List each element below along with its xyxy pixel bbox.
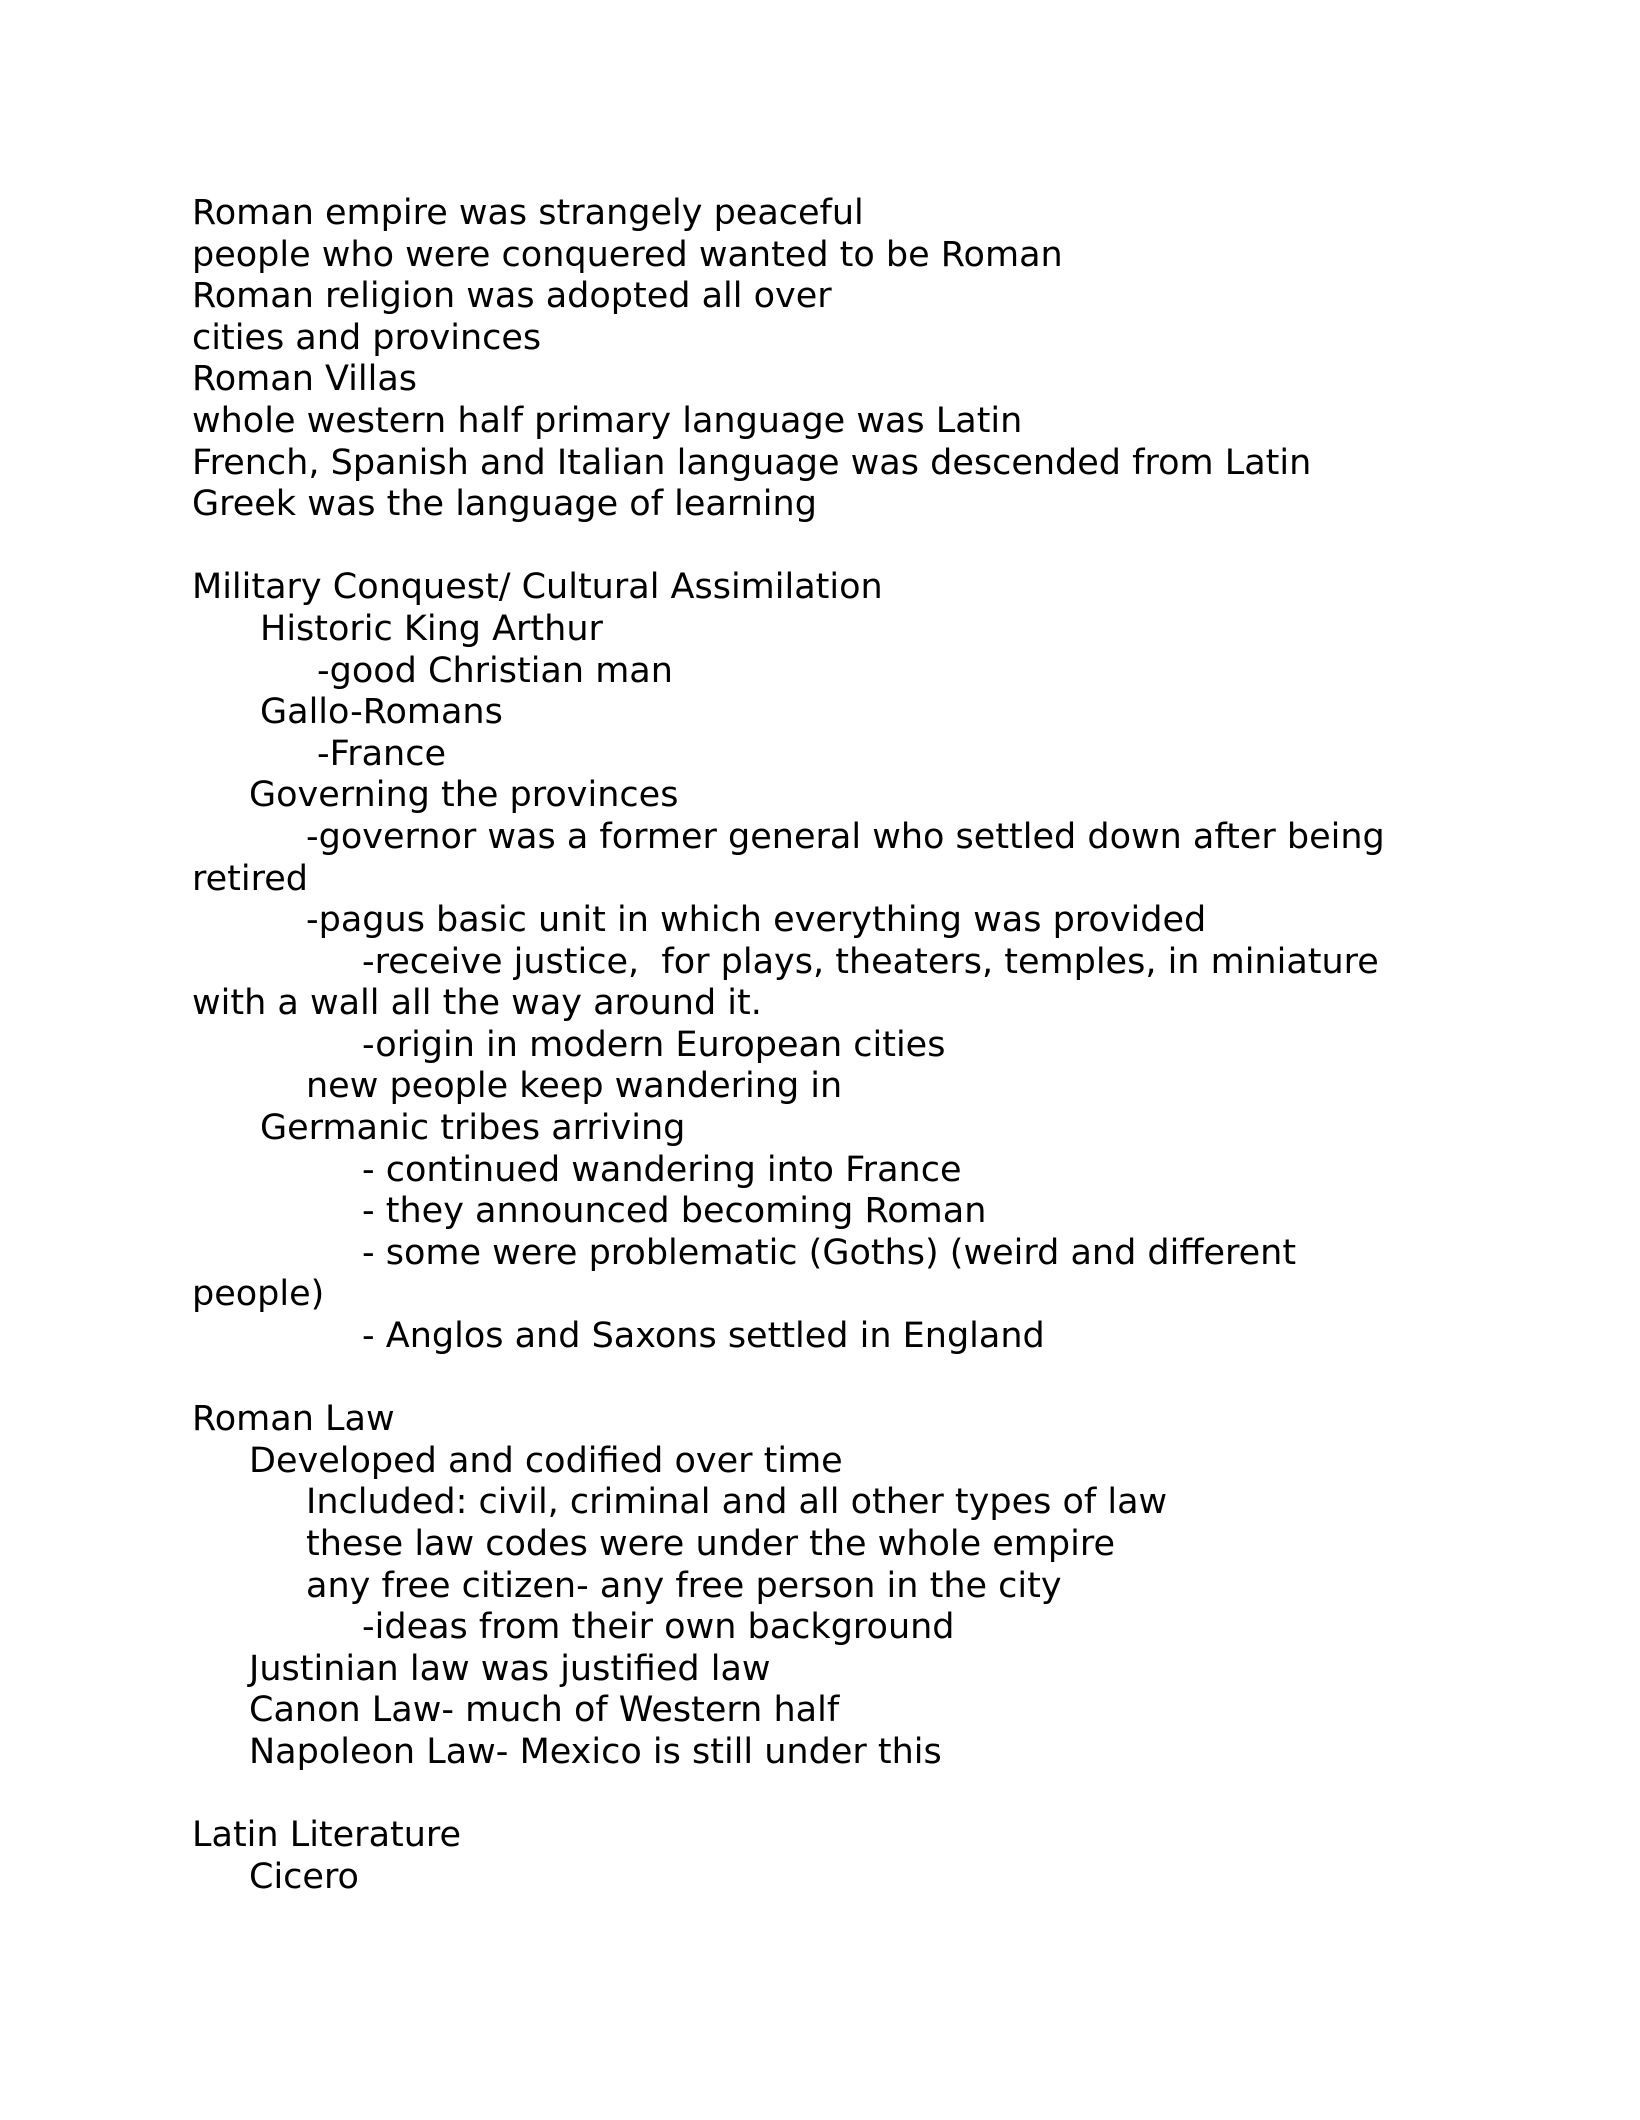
note-line: new people keep wandering in <box>306 1066 843 1107</box>
note-line: Greek was the language of learning <box>192 484 817 525</box>
note-line: -France <box>317 733 447 774</box>
blank-line <box>192 1358 1462 1400</box>
note-line: whole western half primary language was Latin <box>192 400 1023 441</box>
note-line: any free citizen- any free person in the city <box>306 1565 1062 1606</box>
note-line: Developed and codified over time <box>249 1440 843 1481</box>
blank-line <box>192 526 1462 568</box>
blank-line <box>192 1774 1462 1816</box>
note-line: with a wall all the way around it. <box>192 983 762 1024</box>
note-line: -pagus basic unit in which everything was provided <box>306 900 1207 941</box>
note-line: -ideas from their own background <box>362 1607 955 1648</box>
section-heading: Roman Law <box>192 1399 395 1440</box>
note-line: -receive justice, for plays, theaters, temples, in miniature <box>362 941 1379 982</box>
note-line: -governor was a former general who settled down after being <box>306 816 1385 857</box>
note-line: Historic King Arthur <box>260 608 603 649</box>
note-line: Germanic tribes arriving <box>260 1108 686 1149</box>
note-line: French, Spanish and Italian language was descended from Latin <box>192 442 1312 483</box>
note-line: Included: civil, criminal and all other types of law <box>306 1482 1168 1523</box>
note-line: people who were conquered wanted to be Roman <box>192 234 1063 275</box>
note-line: people) <box>192 1274 325 1315</box>
note-line: - some were problematic (Goths) (weird and different <box>362 1232 1297 1273</box>
note-line: Napoleon Law- Mexico is still under this <box>249 1731 942 1772</box>
note-line: - continued wandering into France <box>362 1149 962 1190</box>
note-line: Cicero <box>249 1856 359 1897</box>
note-line: -origin in modern European cities <box>362 1024 946 1065</box>
lecture-notes <box>192 193 1462 1898</box>
section-heading: Military Conquest/ Cultural Assimilation <box>192 567 883 608</box>
note-line: Gallo-Romans <box>260 692 503 733</box>
note-line: cities and provinces <box>192 317 542 358</box>
note-line: Roman empire was strangely peaceful <box>192 193 864 233</box>
section-heading: Latin Literature <box>192 1815 462 1856</box>
note-line: retired <box>192 858 308 899</box>
note-line: Roman Villas <box>192 359 418 400</box>
note-line: Justinian law was justified law <box>249 1648 771 1689</box>
note-line: these law codes were under the whole empire <box>306 1524 1115 1564</box>
note-line: -good Christian man <box>317 650 673 691</box>
note-line: Governing the provinces <box>249 775 679 816</box>
note-line: - Anglos and Saxons settled in England <box>362 1316 1045 1357</box>
note-line: Roman religion was adopted all over <box>192 276 832 317</box>
note-line: Canon Law- much of Western half <box>249 1690 840 1731</box>
note-line: - they announced becoming Roman <box>362 1191 987 1232</box>
